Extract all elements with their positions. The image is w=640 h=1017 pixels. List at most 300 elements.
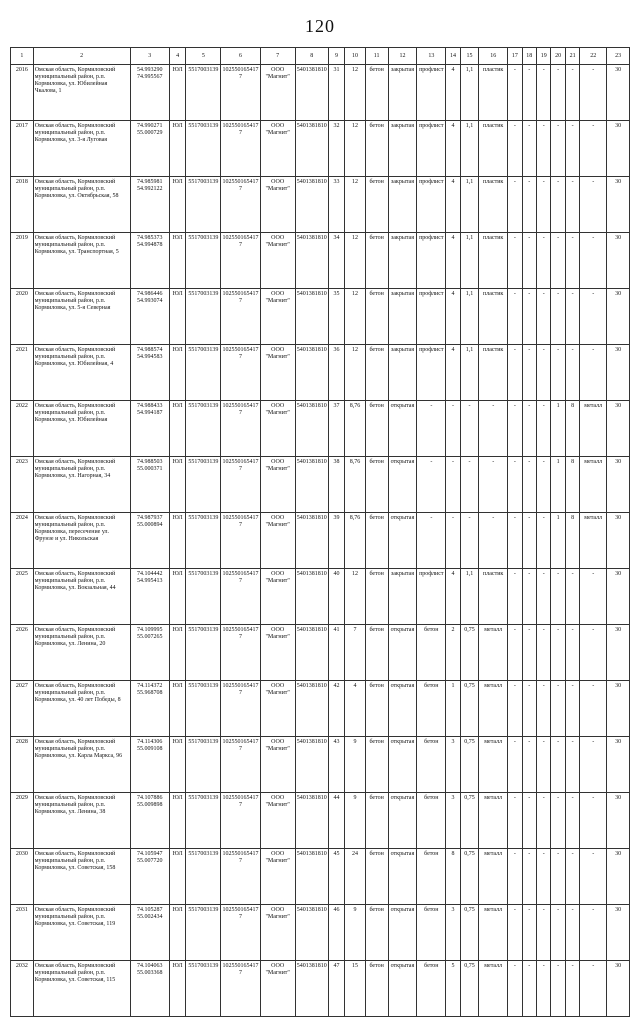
table-cell-col-20: -	[551, 905, 565, 961]
table-cell-col-21: -	[565, 233, 579, 289]
table-cell-col-19: -	[537, 849, 551, 905]
table-cell-col-18: -	[522, 961, 536, 1017]
table-cell-col-21: -	[565, 961, 579, 1017]
table-cell-col-3: 74.105947 55.007720	[130, 849, 169, 905]
table-cell-col-15: -	[460, 457, 479, 513]
table-cell-col-2: Омская область, Кормиловский муниципальный район, р.п. Кормиловка, ул. Советская, 158	[33, 849, 130, 905]
table-cell-col-8: 5401381810	[295, 401, 328, 457]
table-cell-col-18: -	[522, 737, 536, 793]
table-cell-col-2: Омская область, Кормиловский муниципальный район, р.п. Кормиловка, ул. Нагорная, 34	[33, 457, 130, 513]
table-cell-col-13: бетон	[417, 905, 446, 961]
column-header-19: 19	[537, 48, 551, 65]
table-row	[11, 849, 630, 905]
table-cell-col-12: закрытая	[388, 345, 417, 401]
table-cell-col-14: 4	[446, 65, 460, 121]
table-cell-col-8: 5401381810	[295, 513, 328, 569]
table-cell-col-16: металл	[479, 737, 508, 793]
table-cell-col-6: 1025501654177	[221, 457, 260, 513]
table-cell-col-3: 74.987937 55.000894	[130, 513, 169, 569]
table-cell-col-12: открытая	[388, 681, 417, 737]
column-header-10: 10	[345, 48, 366, 65]
table-cell-col-2: Омская область, Кормиловский муниципальный район, р.п. Кормиловка, ул. Советская, 119	[33, 905, 130, 961]
table-cell-col-4: ЮЛ	[169, 961, 186, 1017]
table-cell-col-7: ООО "Магнит"	[260, 793, 295, 849]
table-cell-col-9: 47	[328, 961, 345, 1017]
table-cell-col-11: бетон	[365, 289, 388, 345]
table-cell-col-4: ЮЛ	[169, 681, 186, 737]
table-cell-col-19: -	[537, 569, 551, 625]
table-cell-col-11: бетон	[365, 121, 388, 177]
table-cell-col-18: -	[522, 289, 536, 345]
table-cell-col-19: -	[537, 65, 551, 121]
column-header-14: 14	[446, 48, 460, 65]
table-cell-col-12: закрытая	[388, 121, 417, 177]
table-cell-col-3: 74.109995 55.007265	[130, 625, 169, 681]
table-cell-col-19: -	[537, 625, 551, 681]
table-cell-col-19: -	[537, 345, 551, 401]
table-cell-col-1: 2023	[11, 457, 34, 513]
table-cell-col-15: 1,1	[460, 65, 479, 121]
table-cell-col-16: -	[479, 457, 508, 513]
table-cell-col-20: 1	[551, 513, 565, 569]
table-cell-col-1: 2019	[11, 233, 34, 289]
table-cell-col-23: 30	[607, 905, 630, 961]
table-cell-col-12: открытая	[388, 513, 417, 569]
table-cell-col-14: 3	[446, 737, 460, 793]
table-cell-col-14: 4	[446, 345, 460, 401]
table-cell-col-13: бетон	[417, 961, 446, 1017]
column-header-5: 5	[186, 48, 221, 65]
table-cell-col-9: 46	[328, 905, 345, 961]
table-cell-col-1: 2017	[11, 121, 34, 177]
table-cell-col-9: 39	[328, 513, 345, 569]
table-cell-col-20: -	[551, 177, 565, 233]
table-cell-col-6: 1025501654177	[221, 625, 260, 681]
table-cell-col-16: пластик	[479, 65, 508, 121]
table-cell-col-2: Омская область, Кормиловский муниципальный район, р.п. Кормиловка, ул. Транспортная, 5	[33, 233, 130, 289]
table-cell-col-21: 8	[565, 513, 579, 569]
table-cell-col-6: 1025501654177	[221, 513, 260, 569]
table-cell-col-12: открытая	[388, 401, 417, 457]
table-cell-col-10: 12	[345, 121, 366, 177]
table-cell-col-19: -	[537, 513, 551, 569]
table-cell-col-16: металл	[479, 625, 508, 681]
table-row	[11, 233, 630, 289]
table-cell-col-21: -	[565, 681, 579, 737]
table-row	[11, 65, 630, 121]
table-cell-col-5: 5517003139	[186, 625, 221, 681]
table-cell-col-13: бетон	[417, 793, 446, 849]
table-cell-col-19: -	[537, 289, 551, 345]
table-row	[11, 121, 630, 177]
table-cell-col-15: 0,75	[460, 961, 479, 1017]
table-cell-col-11: бетон	[365, 345, 388, 401]
table-cell-col-21: -	[565, 625, 579, 681]
table-cell-col-8: 5401381810	[295, 457, 328, 513]
table-cell-col-16: -	[479, 401, 508, 457]
column-header-12: 12	[388, 48, 417, 65]
table-cell-col-10: 8,76	[345, 401, 366, 457]
table-cell-col-10: 12	[345, 569, 366, 625]
table-row	[11, 401, 630, 457]
table-cell-col-18: -	[522, 457, 536, 513]
table-cell-col-3: 74.985981 54.992122	[130, 177, 169, 233]
column-header-15: 15	[460, 48, 479, 65]
table-cell-col-20: -	[551, 961, 565, 1017]
column-header-21: 21	[565, 48, 579, 65]
table-cell-col-10: 12	[345, 345, 366, 401]
table-cell-col-23: 30	[607, 961, 630, 1017]
table-cell-col-14: 4	[446, 289, 460, 345]
table-cell-col-5: 5517003139	[186, 681, 221, 737]
table-cell-col-4: ЮЛ	[169, 793, 186, 849]
table-cell-col-15: 0,75	[460, 625, 479, 681]
table-cell-col-18: -	[522, 681, 536, 737]
table-cell-col-2: Омская область, Кормиловский муниципальный район, р.п. Кормиловка, ул. Юбилейная	[33, 401, 130, 457]
table-cell-col-1: 2021	[11, 345, 34, 401]
table-cell-col-9: 35	[328, 289, 345, 345]
table-cell-col-2: Омская область, Кормиловский муниципальный район, р.п. Кормиловка, ул. Октябрьская, 58	[33, 177, 130, 233]
table-cell-col-7: ООО "Магнит"	[260, 121, 295, 177]
table-cell-col-4: ЮЛ	[169, 625, 186, 681]
table-cell-col-20: -	[551, 737, 565, 793]
table-cell-col-3: 74.104063 55.003368	[130, 961, 169, 1017]
table-cell-col-17: -	[508, 457, 522, 513]
table-cell-col-20: -	[551, 65, 565, 121]
registry-table	[10, 47, 630, 1017]
table-cell-col-18: -	[522, 177, 536, 233]
table-cell-col-23: 30	[607, 793, 630, 849]
table-cell-col-11: бетон	[365, 849, 388, 905]
table-cell-col-21: -	[565, 793, 579, 849]
table-cell-col-9: 43	[328, 737, 345, 793]
table-cell-col-14: 4	[446, 121, 460, 177]
table-cell-col-2: Омская область, Кормиловский муниципальный район, р.п. Кормиловка, ул. Карла Маркса, 96	[33, 737, 130, 793]
table-cell-col-11: бетон	[365, 65, 388, 121]
table-cell-col-20: -	[551, 569, 565, 625]
table-cell-col-3: 74.988503 55.000371	[130, 457, 169, 513]
table-cell-col-12: закрытая	[388, 233, 417, 289]
table-cell-col-4: ЮЛ	[169, 513, 186, 569]
table-cell-col-23: 30	[607, 345, 630, 401]
table-cell-col-9: 45	[328, 849, 345, 905]
table-cell-col-7: ООО "Магнит"	[260, 961, 295, 1017]
table-cell-col-21: -	[565, 569, 579, 625]
table-cell-col-1: 2028	[11, 737, 34, 793]
table-cell-col-7: ООО "Магнит"	[260, 513, 295, 569]
table-cell-col-3: 74.988433 54.994187	[130, 401, 169, 457]
table-cell-col-5: 5517003139	[186, 457, 221, 513]
table-cell-col-1: 2016	[11, 65, 34, 121]
table-cell-col-23: 30	[607, 737, 630, 793]
table-cell-col-4: ЮЛ	[169, 233, 186, 289]
table-cell-col-15: 0,75	[460, 793, 479, 849]
table-cell-col-6: 1025501654177	[221, 793, 260, 849]
table-cell-col-5: 5517003139	[186, 905, 221, 961]
table-cell-col-2: Омская область, Кормиловский муниципальный район, р.п. Кормиловка, ул. Вокзальная, 44	[33, 569, 130, 625]
table-row	[11, 513, 630, 569]
table-cell-col-17: -	[508, 905, 522, 961]
table-cell-col-7: ООО "Магнит"	[260, 625, 295, 681]
table-cell-col-12: открытая	[388, 737, 417, 793]
table-cell-col-10: 12	[345, 177, 366, 233]
table-cell-col-20: 1	[551, 401, 565, 457]
table-cell-col-2: Омская область, Кормиловский муниципальный район, р.п. Кормиловка, ул. Юбилейная Чкалова, 1	[33, 65, 130, 121]
table-cell-col-9: 38	[328, 457, 345, 513]
table-cell-col-23: 30	[607, 401, 630, 457]
table-cell-col-14: -	[446, 513, 460, 569]
table-cell-col-18: -	[522, 401, 536, 457]
table-cell-col-17: -	[508, 65, 522, 121]
table-cell-col-15: 1,1	[460, 345, 479, 401]
table-cell-col-19: -	[537, 121, 551, 177]
table-cell-col-12: закрытая	[388, 65, 417, 121]
table-cell-col-19: -	[537, 737, 551, 793]
table-cell-col-16: пластик	[479, 233, 508, 289]
table-cell-col-22: -	[580, 737, 607, 793]
table-cell-col-7: ООО "Магнит"	[260, 457, 295, 513]
table-cell-col-20: -	[551, 793, 565, 849]
table-cell-col-7: ООО "Магнит"	[260, 289, 295, 345]
table-cell-col-3: 54.993290 74.995567	[130, 65, 169, 121]
table-cell-col-1: 2031	[11, 905, 34, 961]
table-cell-col-7: ООО "Магнит"	[260, 849, 295, 905]
column-header-8: 8	[295, 48, 328, 65]
table-cell-col-13: бетон	[417, 737, 446, 793]
table-cell-col-22: -	[580, 625, 607, 681]
table-cell-col-14: 4	[446, 233, 460, 289]
table-cell-col-16: пластик	[479, 177, 508, 233]
column-header-23: 23	[607, 48, 630, 65]
table-cell-col-18: -	[522, 569, 536, 625]
table-cell-col-8: 5401381810	[295, 233, 328, 289]
table-cell-col-22: -	[580, 905, 607, 961]
table-cell-col-16: пластик	[479, 345, 508, 401]
table-cell-col-10: 24	[345, 849, 366, 905]
table-cell-col-14: 4	[446, 177, 460, 233]
table-row	[11, 289, 630, 345]
table-cell-col-8: 5401381810	[295, 961, 328, 1017]
table-cell-col-14: 2	[446, 625, 460, 681]
table-cell-col-3: 74.114306 55.009108	[130, 737, 169, 793]
table-cell-col-8: 5401381810	[295, 177, 328, 233]
table-cell-col-1: 2024	[11, 513, 34, 569]
table-cell-col-6: 1025501654177	[221, 177, 260, 233]
table-cell-col-5: 5517003139	[186, 177, 221, 233]
table-cell-col-22: -	[580, 121, 607, 177]
table-cell-col-14: 5	[446, 961, 460, 1017]
table-cell-col-11: бетон	[365, 961, 388, 1017]
table-cell-col-23: 30	[607, 513, 630, 569]
table-cell-col-21: 8	[565, 457, 579, 513]
table-cell-col-21: -	[565, 289, 579, 345]
table-cell-col-3: 74.104442 54.995413	[130, 569, 169, 625]
table-cell-col-18: -	[522, 849, 536, 905]
table-cell-col-11: бетон	[365, 177, 388, 233]
table-cell-col-6: 1025501654177	[221, 401, 260, 457]
table-row	[11, 681, 630, 737]
column-header-3: 3	[130, 48, 169, 65]
table-cell-col-9: 34	[328, 233, 345, 289]
table-cell-col-1: 2026	[11, 625, 34, 681]
table-cell-col-6: 1025501654177	[221, 569, 260, 625]
table-cell-col-9: 44	[328, 793, 345, 849]
table-cell-col-15: 1,1	[460, 289, 479, 345]
table-cell-col-2: Омская область, Кормиловский муниципальный район, р.п. Кормиловка, ул. 40 лет Победы, 8	[33, 681, 130, 737]
table-cell-col-20: -	[551, 289, 565, 345]
table-cell-col-8: 5401381810	[295, 345, 328, 401]
table-cell-col-2: Омская область, Кормиловский муниципальный район, р.п. Кормиловка, ул. Ленина, 38	[33, 793, 130, 849]
table-cell-col-9: 36	[328, 345, 345, 401]
table-cell-col-8: 5401381810	[295, 905, 328, 961]
table-row	[11, 737, 630, 793]
table-cell-col-1: 2020	[11, 289, 34, 345]
table-cell-col-13: -	[417, 401, 446, 457]
table-cell-col-8: 5401381810	[295, 793, 328, 849]
table-cell-col-20: -	[551, 121, 565, 177]
table-cell-col-1: 2022	[11, 401, 34, 457]
table-cell-col-17: -	[508, 625, 522, 681]
table-cell-col-11: бетон	[365, 457, 388, 513]
table-cell-col-12: открытая	[388, 793, 417, 849]
table-cell-col-5: 5517003139	[186, 65, 221, 121]
table-cell-col-21: -	[565, 905, 579, 961]
table-cell-col-2: Омская область, Кормиловский муниципальный район, р.п. Кормиловка, ул. Советская, 115	[33, 961, 130, 1017]
table-cell-col-13: -	[417, 457, 446, 513]
table-row	[11, 457, 630, 513]
table-header-row	[11, 48, 630, 65]
table-cell-col-4: ЮЛ	[169, 121, 186, 177]
table-cell-col-17: -	[508, 849, 522, 905]
table-cell-col-19: -	[537, 177, 551, 233]
table-cell-col-12: открытая	[388, 905, 417, 961]
table-cell-col-19: -	[537, 905, 551, 961]
table-cell-col-11: бетон	[365, 681, 388, 737]
table-cell-col-19: -	[537, 961, 551, 1017]
table-cell-col-16: пластик	[479, 569, 508, 625]
table-cell-col-13: профлист	[417, 289, 446, 345]
table-cell-col-2: Омская область, Кормиловский муниципальный район, р.п. Кормиловка, ул. 5-я Северная	[33, 289, 130, 345]
table-cell-col-13: профлист	[417, 233, 446, 289]
table-cell-col-12: открытая	[388, 457, 417, 513]
table-cell-col-7: ООО "Магнит"	[260, 681, 295, 737]
table-cell-col-1: 2027	[11, 681, 34, 737]
table-cell-col-14: -	[446, 401, 460, 457]
table-cell-col-22: -	[580, 289, 607, 345]
table-cell-col-12: закрытая	[388, 569, 417, 625]
table-cell-col-5: 5517003139	[186, 513, 221, 569]
table-cell-col-15: 1,1	[460, 233, 479, 289]
table-cell-col-23: 30	[607, 289, 630, 345]
table-cell-col-6: 1025501654177	[221, 905, 260, 961]
table-cell-col-14: -	[446, 457, 460, 513]
table-cell-col-23: 30	[607, 65, 630, 121]
table-cell-col-11: бетон	[365, 569, 388, 625]
table-cell-col-7: ООО "Магнит"	[260, 569, 295, 625]
table-cell-col-6: 1025501654177	[221, 233, 260, 289]
table-cell-col-13: бетон	[417, 849, 446, 905]
table-cell-col-22: -	[580, 177, 607, 233]
table-cell-col-8: 5401381810	[295, 289, 328, 345]
table-cell-col-17: -	[508, 121, 522, 177]
table-cell-col-6: 1025501654177	[221, 289, 260, 345]
table-cell-col-16: металл	[479, 905, 508, 961]
table-cell-col-16: металл	[479, 849, 508, 905]
table-cell-col-13: профлист	[417, 121, 446, 177]
table-cell-col-5: 5517003139	[186, 345, 221, 401]
table-cell-col-18: -	[522, 65, 536, 121]
table-cell-col-3: 74.990271 55.000729	[130, 121, 169, 177]
column-header-20: 20	[551, 48, 565, 65]
table-cell-col-15: 0,75	[460, 905, 479, 961]
table-cell-col-18: -	[522, 905, 536, 961]
table-cell-col-22: металл	[580, 457, 607, 513]
table-cell-col-10: 12	[345, 233, 366, 289]
table-cell-col-10: 7	[345, 625, 366, 681]
table-cell-col-7: ООО "Магнит"	[260, 401, 295, 457]
table-cell-col-17: -	[508, 681, 522, 737]
table-cell-col-21: -	[565, 121, 579, 177]
table-cell-col-22: -	[580, 849, 607, 905]
table-cell-col-10: 8,76	[345, 457, 366, 513]
table-cell-col-1: 2032	[11, 961, 34, 1017]
table-cell-col-22: -	[580, 345, 607, 401]
table-cell-col-18: -	[522, 625, 536, 681]
table-cell-col-19: -	[537, 793, 551, 849]
table-cell-col-21: -	[565, 177, 579, 233]
table-cell-col-22: металл	[580, 401, 607, 457]
table-cell-col-9: 40	[328, 569, 345, 625]
table-cell-col-18: -	[522, 345, 536, 401]
table-cell-col-12: закрытая	[388, 177, 417, 233]
column-header-2: 2	[33, 48, 130, 65]
column-header-22: 22	[580, 48, 607, 65]
table-cell-col-8: 5401381810	[295, 121, 328, 177]
table-cell-col-7: ООО "Магнит"	[260, 233, 295, 289]
table-cell-col-23: 30	[607, 457, 630, 513]
table-cell-col-20: -	[551, 681, 565, 737]
table-cell-col-10: 9	[345, 905, 366, 961]
table-cell-col-4: ЮЛ	[169, 457, 186, 513]
table-cell-col-13: -	[417, 513, 446, 569]
table-cell-col-22: -	[580, 961, 607, 1017]
table-cell-col-21: -	[565, 737, 579, 793]
table-cell-col-9: 32	[328, 121, 345, 177]
table-cell-col-13: профлист	[417, 65, 446, 121]
table-cell-col-20: -	[551, 849, 565, 905]
table-cell-col-23: 30	[607, 625, 630, 681]
column-header-1: 1	[11, 48, 34, 65]
table-cell-col-19: -	[537, 457, 551, 513]
table-cell-col-13: бетон	[417, 625, 446, 681]
table-cell-col-23: 30	[607, 121, 630, 177]
table-cell-col-8: 5401381810	[295, 569, 328, 625]
table-cell-col-6: 1025501654177	[221, 121, 260, 177]
table-cell-col-3: 74.986446 54.993074	[130, 289, 169, 345]
table-cell-col-9: 42	[328, 681, 345, 737]
table-cell-col-8: 5401381810	[295, 681, 328, 737]
table-cell-col-5: 5517003139	[186, 121, 221, 177]
table-cell-col-21: 8	[565, 401, 579, 457]
table-cell-col-7: ООО "Магнит"	[260, 905, 295, 961]
table-row	[11, 177, 630, 233]
table-cell-col-17: -	[508, 513, 522, 569]
table-cell-col-4: ЮЛ	[169, 289, 186, 345]
table-cell-col-23: 30	[607, 569, 630, 625]
table-cell-col-15: -	[460, 513, 479, 569]
table-cell-col-15: 0,75	[460, 681, 479, 737]
table-cell-col-17: -	[508, 177, 522, 233]
